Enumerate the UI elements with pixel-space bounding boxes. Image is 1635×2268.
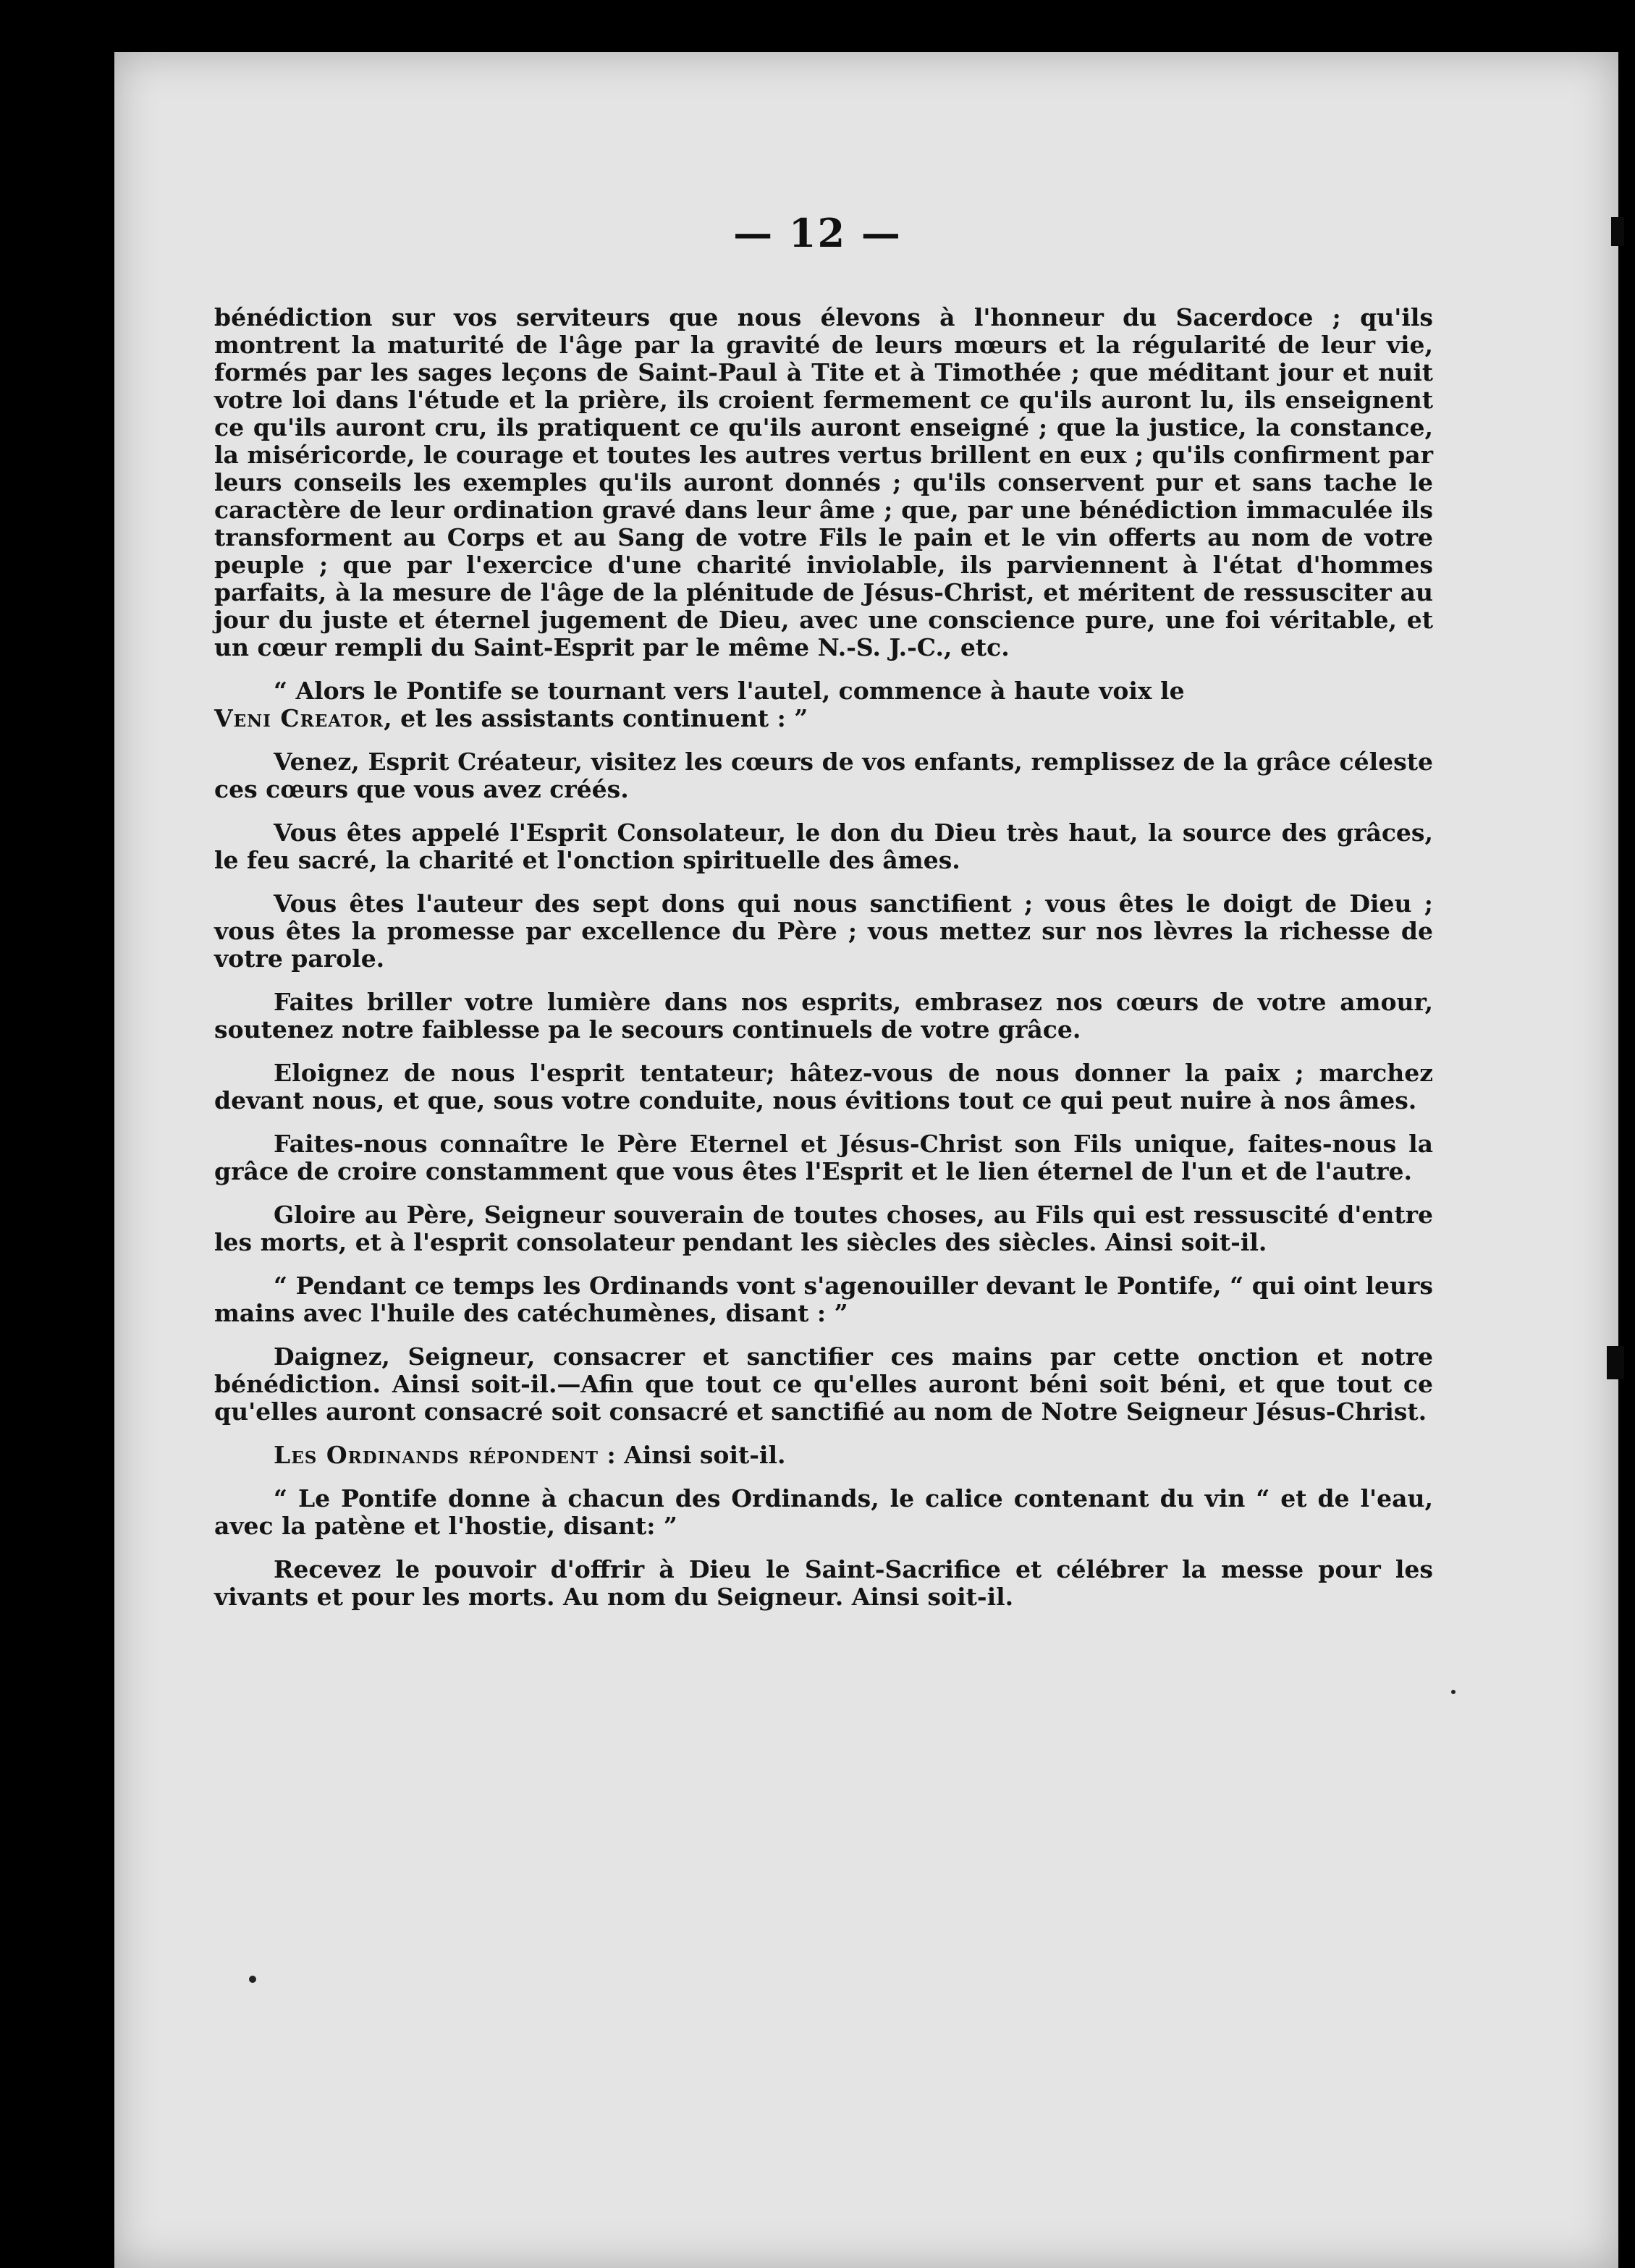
response-text: : Ainsi soit-il. [598, 1441, 786, 1469]
paragraph: Venez, Esprit Créateur, visitez les cœurs de vos enfants, remplissez de la grâce céleste ces cœurs que vous avez créés. [214, 748, 1433, 803]
rubric-text: “ Alors le Pontife se tournant vers l'autel, commence à haute voix le [274, 677, 1185, 705]
paragraph: Gloire au Père, Seigneur souverain de toutes choses, au Fils qui est ressuscité d'entre les morts, et à l'esprit consolateur pendant les siècles des siècles. Ainsi soit-il. [214, 1201, 1433, 1256]
body-text [214, 304, 1433, 1627]
paragraph: Recevez le pouvoir d'offrir à Dieu le Saint-Sacrifice et célébrer la messe pour les vivants et pour les morts. Au nom du Seigneur. Ainsi soit-il. [214, 1555, 1433, 1611]
paragraph-rubric: “ Le Pontife donne à chacun des Ordinands, le calice contenant du vin “ et de l'eau, avec la patène et l'hostie, disant: ” [214, 1484, 1433, 1540]
paragraph: Vous êtes l'auteur des sept dons qui nous sanctifient ; vous êtes le doigt de Dieu ; vous êtes la promesse par excellence du Père ; vous mettez sur nos lèvres la richesse de votre parole. [214, 889, 1433, 973]
paragraph: Faites briller votre lumière dans nos esprits, embrasez nos cœurs de votre amour, soutenez notre faiblesse pa le secours continuels de votre grâce. [214, 988, 1433, 1044]
paragraph: Daignez, Seigneur, consacrer et sanctifier ces mains par cette onction et notre bénédiction. Ainsi soit-il.—Afin que tout ce qu'elles auront béni soit béni, et que tout ce qu'elles auront consacré soit consacré et sanctifié au nom de Notre Seigneur Jésus-Christ. [214, 1342, 1433, 1426]
rubric-text: , et les assistants continuent : ” [384, 704, 808, 732]
edge-mark [1607, 1346, 1624, 1379]
paragraph-rubric: “ Pendant ce temps les Ordinands vont s'agenouiller devant le Pontife, “ qui oint leurs mains avec l'huile des catéchumènes, disant : ” [214, 1271, 1433, 1327]
ink-dot [249, 1976, 256, 1983]
paragraph-rubric [214, 677, 1433, 732]
paragraph-response [214, 1442, 1433, 1469]
hymn-title: Veni Creator [214, 704, 384, 732]
paragraph: Faites-nous connaître le Père Eternel et Jésus-Christ son Fils unique, faites-nous la grâce de croire constamment que vous êtes l'Esprit et le lien éternel de l'un et de l'autre. [214, 1130, 1433, 1185]
paragraph: bénédiction sur vos serviteurs que nous élevons à l'honneur du Sacerdoce ; qu'ils montrent la maturité de l'âge par la gravité de leurs mœurs et la régularité de leur vie, formés par les sages leçons de Saint-Paul à Tite et à Timothée ; que méditant jour et nuit votre loi dans l'étude et la prière, ils croient fermement ce qu'ils auront lu, ils enseignent ce qu'ils auront cru, ils pratiquent ce qu'ils auront enseigné ; que la justice, la constance, la miséricorde, le courage et toutes les autres vertus brillent en eux ; qu'ils confirment par leurs conseils les exemples qu'ils auront donnés ; qu'ils conservent pur et sans tache le caractère de leur ordination gravé dans leur âme ; que, par une bénédiction immaculée ils transforment au Corps et au Sang de votre Fils le pain et le vin offerts au nom de votre peuple ; que par l'exercice d'une charité inviolable, ils parviennent à l'état d'hommes parfaits, à la mesure de l'âge de la plénitude de Jésus-Christ, et méritent de ressusciter au jour du juste et éternel jugement de Dieu, avec une conscience pure, une foi véritable, et un cœur rempli du Saint-Esprit par le même N.-S. J.-C., etc. [214, 303, 1433, 661]
ink-dot [1451, 1690, 1456, 1694]
paragraph: Eloignez de nous l'esprit tentateur; hâtez-vous de nous donner la paix ; marchez devant nous, et que, sous votre conduite, nous évitions tout ce qui peut nuire à nos âmes. [214, 1059, 1433, 1114]
paragraph: Vous êtes appelé l'Esprit Consolateur, le don du Dieu très haut, la source des grâces, le feu sacré, la charité et l'onction spirituelle des âmes. [214, 818, 1433, 874]
speaker-label: Les Ordinands répondent [274, 1441, 599, 1469]
page-number: — 12 — [733, 210, 902, 256]
